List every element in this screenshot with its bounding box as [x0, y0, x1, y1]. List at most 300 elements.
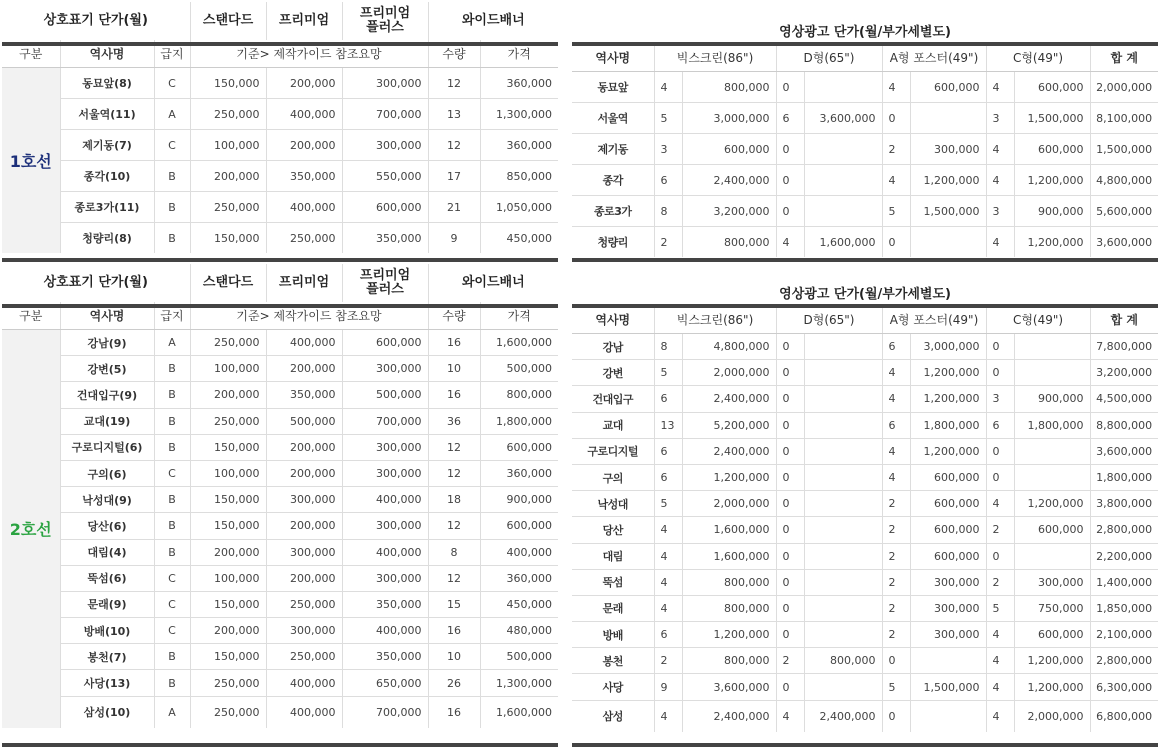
- bigscreen-qty: 9: [654, 674, 682, 700]
- d-type-qty: 0: [776, 386, 804, 412]
- premium-plus-price: 300,000: [342, 130, 428, 161]
- premium-plus-price: 400,000: [342, 487, 428, 513]
- premium-price: 400,000: [266, 696, 342, 728]
- premium-plus-price: 300,000: [342, 68, 428, 99]
- bigscreen-price: 3,200,000: [682, 196, 776, 227]
- col-video-station: 역사명: [572, 306, 654, 334]
- table-row: [2, 591, 558, 617]
- a-type-qty: 5: [882, 674, 910, 700]
- a-type-qty: 4: [882, 464, 910, 490]
- c-type-qty: 4: [986, 227, 1014, 258]
- standard-price: 250,000: [190, 670, 266, 696]
- bigscreen-price: 3,000,000: [682, 103, 776, 134]
- wide-price: 450,000: [480, 591, 558, 617]
- station-name: 봉천(7): [60, 644, 154, 670]
- table-row: [572, 595, 1158, 621]
- bigscreen-qty: 5: [654, 103, 682, 134]
- wide-qty: 12: [428, 434, 480, 460]
- table-row: [2, 434, 558, 460]
- premium-plus-price: 300,000: [342, 356, 428, 382]
- table-row: [2, 356, 558, 382]
- table-row: [2, 487, 558, 513]
- c-type-price: 1,500,000: [1014, 103, 1090, 134]
- a-type-qty: 5: [882, 196, 910, 227]
- col-group: 구분: [2, 40, 60, 68]
- bigscreen-qty: 6: [654, 438, 682, 464]
- footer-rule: [2, 743, 558, 747]
- c-type-qty: 4: [986, 674, 1014, 700]
- col-grade: 급지: [154, 40, 190, 68]
- col-total: 합 계: [1090, 306, 1158, 334]
- standard-price: 150,000: [190, 513, 266, 539]
- wide-price: 1,300,000: [480, 670, 558, 696]
- table-row: [572, 700, 1158, 732]
- table-row: [572, 438, 1158, 464]
- station-grade: B: [154, 408, 190, 434]
- bigscreen-qty: 6: [654, 622, 682, 648]
- video-total: 3,800,000: [1090, 491, 1158, 517]
- bigscreen-qty: 8: [654, 196, 682, 227]
- col-group: 구분: [2, 302, 60, 330]
- premium-price: 350,000: [266, 161, 342, 192]
- video-total: 2,000,000: [1090, 72, 1158, 103]
- c-type-price: [1014, 360, 1090, 386]
- station-grade: B: [154, 434, 190, 460]
- video-station-name: 강변: [572, 360, 654, 386]
- d-type-price: [804, 196, 882, 227]
- table-row: [572, 412, 1158, 438]
- premium-plus-price: 700,000: [342, 408, 428, 434]
- c-type-price: 1,800,000: [1014, 412, 1090, 438]
- standard-price: 150,000: [190, 223, 266, 254]
- bigscreen-price: 1,200,000: [682, 622, 776, 648]
- table-row: [2, 68, 558, 99]
- station-name: 강변(5): [60, 356, 154, 382]
- bigscreen-qty: 5: [654, 491, 682, 517]
- a-type-price: 1,500,000: [910, 674, 986, 700]
- table-row: [2, 130, 558, 161]
- c-type-price: 600,000: [1014, 517, 1090, 543]
- table-row: [572, 334, 1158, 360]
- video-total: 6,300,000: [1090, 674, 1158, 700]
- c-type-qty: 5: [986, 595, 1014, 621]
- station-grade: C: [154, 68, 190, 99]
- standard-price: 250,000: [190, 408, 266, 434]
- c-type-price: [1014, 438, 1090, 464]
- premium-price: 400,000: [266, 99, 342, 130]
- c-type-qty: 0: [986, 360, 1014, 386]
- bigscreen-price: 1,200,000: [682, 464, 776, 490]
- wide-qty: 15: [428, 591, 480, 617]
- wide-price: 800,000: [480, 382, 558, 408]
- bigscreen-qty: 4: [654, 543, 682, 569]
- video-station-name: 건대입구: [572, 386, 654, 412]
- station-name: 낙성대(9): [60, 487, 154, 513]
- station-grade: B: [154, 356, 190, 382]
- d-type-qty: 0: [776, 360, 804, 386]
- col-qty: 수량: [428, 40, 480, 68]
- station-grade: B: [154, 382, 190, 408]
- bigscreen-price: 2,000,000: [682, 491, 776, 517]
- c-type-price: 1,200,000: [1014, 227, 1090, 258]
- d-type-price: [804, 386, 882, 412]
- bigscreen-qty: 6: [654, 464, 682, 490]
- station-grade: A: [154, 696, 190, 728]
- c-type-qty: 4: [986, 165, 1014, 196]
- c-type-qty: 4: [986, 622, 1014, 648]
- standard-price: 100,000: [190, 460, 266, 486]
- station-name: 종각(10): [60, 161, 154, 192]
- a-type-qty: 6: [882, 412, 910, 438]
- d-type-price: [804, 491, 882, 517]
- bigscreen-qty: 4: [654, 595, 682, 621]
- table-row: [572, 491, 1158, 517]
- d-type-qty: 0: [776, 491, 804, 517]
- video-total: 7,800,000: [1090, 334, 1158, 360]
- wide-price: 600,000: [480, 434, 558, 460]
- signage-title: 상호표기 단가(월): [43, 13, 148, 28]
- video-total: 1,850,000: [1090, 595, 1158, 621]
- station-name: 건대입구(9): [60, 382, 154, 408]
- a-type-price: 600,000: [910, 543, 986, 569]
- video-station-name: 봉천: [572, 648, 654, 674]
- col-grade: 급지: [154, 302, 190, 330]
- station-grade: B: [154, 513, 190, 539]
- station-grade: B: [154, 223, 190, 254]
- col-qty: 수량: [428, 302, 480, 330]
- d-type-price: 1,600,000: [804, 227, 882, 258]
- col-c-type: C형(49"): [986, 306, 1090, 334]
- a-type-price: 1,200,000: [910, 165, 986, 196]
- standard-price: 250,000: [190, 192, 266, 223]
- video-station-name: 동묘앞: [572, 72, 654, 103]
- premium-plus-price: 500,000: [342, 382, 428, 408]
- video-station-name: 사당: [572, 674, 654, 700]
- video-title: 영상광고 단가(월/부가세별도): [779, 25, 951, 40]
- bigscreen-price: 800,000: [682, 227, 776, 258]
- wide-price: 1,050,000: [480, 192, 558, 223]
- wide-price: 600,000: [480, 513, 558, 539]
- premium-plus-price: 350,000: [342, 223, 428, 254]
- a-type-price: 300,000: [910, 622, 986, 648]
- d-type-qty: 0: [776, 622, 804, 648]
- table-row: [2, 330, 558, 356]
- a-type-qty: 6: [882, 334, 910, 360]
- station-name: 구의(6): [60, 460, 154, 486]
- premium-price: 300,000: [266, 539, 342, 565]
- video-title: 영상광고 단가(월/부가세별도): [779, 287, 951, 302]
- premium-price: 250,000: [266, 591, 342, 617]
- bigscreen-price: 2,400,000: [682, 700, 776, 732]
- wide-qty: 12: [428, 130, 480, 161]
- video-total: 1,400,000: [1090, 569, 1158, 595]
- header-rule: [2, 42, 558, 46]
- col-d-type: D형(65"): [776, 306, 882, 334]
- bigscreen-qty: 8: [654, 334, 682, 360]
- d-type-qty: 0: [776, 438, 804, 464]
- station-grade: B: [154, 161, 190, 192]
- station-grade: C: [154, 618, 190, 644]
- wide-price: 850,000: [480, 161, 558, 192]
- wide-price: 450,000: [480, 223, 558, 254]
- video-station-name: 뚝섬: [572, 569, 654, 595]
- wide-qty: 16: [428, 330, 480, 356]
- premium-plus-price: 700,000: [342, 696, 428, 728]
- d-type-qty: 0: [776, 569, 804, 595]
- bigscreen-qty: 4: [654, 700, 682, 732]
- standard-price: 150,000: [190, 644, 266, 670]
- table-row: [2, 99, 558, 130]
- col-premium-plus: 프리미엄 플러스: [342, 264, 428, 302]
- wide-price: 360,000: [480, 130, 558, 161]
- premium-price: 250,000: [266, 223, 342, 254]
- premium-plus-price: 350,000: [342, 644, 428, 670]
- d-type-price: [804, 543, 882, 569]
- table-row: [2, 565, 558, 591]
- premium-price: 200,000: [266, 513, 342, 539]
- col-a-type: A형 포스터(49"): [882, 306, 986, 334]
- c-type-qty: 4: [986, 491, 1014, 517]
- wide-price: 1,800,000: [480, 408, 558, 434]
- bigscreen-price: 1,600,000: [682, 517, 776, 543]
- video-station-name: 문래: [572, 595, 654, 621]
- station-grade: A: [154, 330, 190, 356]
- table-row: [2, 618, 558, 644]
- video-total: 4,800,000: [1090, 165, 1158, 196]
- station-name: 사당(13): [60, 670, 154, 696]
- bigscreen-price: 4,800,000: [682, 334, 776, 360]
- c-type-qty: 0: [986, 334, 1014, 360]
- d-type-price: [804, 360, 882, 386]
- video-station-name: 삼성: [602, 710, 623, 724]
- d-type-price: [804, 334, 882, 360]
- wide-qty: 12: [428, 460, 480, 486]
- wide-price: 500,000: [480, 356, 558, 382]
- premium-price: 200,000: [266, 130, 342, 161]
- station-name: 강남(9): [60, 330, 154, 356]
- d-type-price: [804, 165, 882, 196]
- table-row: [572, 517, 1158, 543]
- table-row: [572, 227, 1158, 258]
- c-type-qty: 4: [986, 648, 1014, 674]
- bigscreen-qty: 4: [654, 569, 682, 595]
- video-total: 8,800,000: [1090, 412, 1158, 438]
- video-station-name: 강남: [572, 334, 654, 360]
- table-row: [2, 670, 558, 696]
- col-d-type: D형(65"): [776, 44, 882, 72]
- bigscreen-qty: 4: [654, 517, 682, 543]
- station-grade: B: [154, 644, 190, 670]
- wide-price: 480,000: [480, 618, 558, 644]
- d-type-price: [804, 72, 882, 103]
- video-total: 2,200,000: [1090, 543, 1158, 569]
- premium-plus-price: 650,000: [342, 670, 428, 696]
- a-type-price: [910, 648, 986, 674]
- table-row: [572, 72, 1158, 103]
- bigscreen-price: 2,400,000: [682, 165, 776, 196]
- d-type-price: [804, 622, 882, 648]
- station-name: 교대(19): [60, 408, 154, 434]
- c-type-price: 300,000: [1014, 569, 1090, 595]
- line1-signage-table: [2, 2, 558, 253]
- wide-price: 900,000: [480, 487, 558, 513]
- premium-price: 300,000: [266, 487, 342, 513]
- table-row: [2, 696, 558, 728]
- table-row: [2, 539, 558, 565]
- premium-price: 400,000: [266, 330, 342, 356]
- premium-price: 250,000: [266, 644, 342, 670]
- wide-price: 360,000: [480, 68, 558, 99]
- premium-price: 200,000: [266, 68, 342, 99]
- col-criteria: 기준> 제작가이드 참조요망: [190, 40, 428, 68]
- standard-price: 200,000: [190, 539, 266, 565]
- c-type-price: 2,000,000: [1014, 700, 1090, 732]
- standard-price: 150,000: [190, 591, 266, 617]
- a-type-qty: 4: [882, 386, 910, 412]
- bigscreen-qty: 4: [654, 72, 682, 103]
- a-type-price: 300,000: [910, 569, 986, 595]
- d-type-price: [804, 412, 882, 438]
- station-grade: B: [154, 670, 190, 696]
- standard-price: 150,000: [190, 68, 266, 99]
- d-type-price: [804, 464, 882, 490]
- standard-price: 200,000: [190, 382, 266, 408]
- premium-price: 400,000: [266, 192, 342, 223]
- a-type-qty: 2: [882, 543, 910, 569]
- col-bigscreen: 빅스크린(86"): [654, 44, 776, 72]
- standard-price: 100,000: [190, 565, 266, 591]
- wide-price: 360,000: [480, 565, 558, 591]
- c-type-price: 600,000: [1014, 134, 1090, 165]
- video-station-name: 종각: [572, 165, 654, 196]
- d-type-qty: 0: [776, 674, 804, 700]
- d-type-price: 800,000: [804, 648, 882, 674]
- table-row: [2, 644, 558, 670]
- c-type-qty: 2: [986, 569, 1014, 595]
- bigscreen-price: 800,000: [682, 648, 776, 674]
- d-type-qty: 2: [776, 648, 804, 674]
- a-type-price: 300,000: [910, 595, 986, 621]
- premium-plus-price: 300,000: [342, 460, 428, 486]
- premium-price: 300,000: [266, 618, 342, 644]
- c-type-qty: 4: [986, 134, 1014, 165]
- a-type-price: 600,000: [910, 491, 986, 517]
- video-station-name: 종로3가: [572, 196, 654, 227]
- station-grade: C: [154, 460, 190, 486]
- a-type-price: 1,200,000: [910, 438, 986, 464]
- a-type-qty: 2: [882, 622, 910, 648]
- bigscreen-price: 600,000: [682, 134, 776, 165]
- bigscreen-qty: 6: [654, 165, 682, 196]
- a-type-price: 600,000: [910, 517, 986, 543]
- c-type-qty: 3: [986, 103, 1014, 134]
- wide-qty: 17: [428, 161, 480, 192]
- line2-video-table: [572, 264, 1158, 732]
- bigscreen-price: 800,000: [682, 72, 776, 103]
- premium-price: 400,000: [266, 670, 342, 696]
- table-row: [2, 460, 558, 486]
- c-type-price: 1,200,000: [1014, 491, 1090, 517]
- table-row: [572, 464, 1158, 490]
- bigscreen-price: 3,600,000: [682, 674, 776, 700]
- wide-qty: 16: [428, 618, 480, 644]
- col-station: 역사명: [60, 302, 154, 330]
- a-type-qty: 0: [882, 648, 910, 674]
- video-total: 2,800,000: [1090, 517, 1158, 543]
- c-type-price: 900,000: [1014, 386, 1090, 412]
- d-type-price: [804, 438, 882, 464]
- a-type-price: 300,000: [910, 134, 986, 165]
- d-type-price: [804, 674, 882, 700]
- col-premium: 프리미엄: [266, 264, 342, 302]
- d-type-qty: 0: [776, 165, 804, 196]
- c-type-price: [1014, 543, 1090, 569]
- table-row: [572, 386, 1158, 412]
- d-type-price: 3,600,000: [804, 103, 882, 134]
- table-row: [572, 165, 1158, 196]
- d-type-qty: 0: [776, 595, 804, 621]
- standard-price: 150,000: [190, 434, 266, 460]
- wide-qty: 10: [428, 644, 480, 670]
- a-type-qty: 2: [882, 491, 910, 517]
- signage-title: 상호표기 단가(월): [43, 275, 148, 290]
- premium-plus-price: 400,000: [342, 539, 428, 565]
- station-name: 구로디지털(6): [60, 434, 154, 460]
- table-row: [572, 569, 1158, 595]
- station-grade: C: [154, 591, 190, 617]
- station-name: 서울역(11): [60, 99, 154, 130]
- video-station-name: 방배: [572, 622, 654, 648]
- video-station-name: 구로디지털: [572, 438, 654, 464]
- wide-price: 400,000: [480, 539, 558, 565]
- d-type-price: [804, 595, 882, 621]
- table-row: [2, 408, 558, 434]
- wide-price: 1,600,000: [480, 330, 558, 356]
- standard-price: 250,000: [190, 696, 266, 728]
- a-type-qty: 4: [882, 438, 910, 464]
- wide-qty: 12: [428, 513, 480, 539]
- a-type-price: [910, 103, 986, 134]
- video-total: 3,600,000: [1090, 438, 1158, 464]
- video-station-name: 당산: [572, 517, 654, 543]
- section-rule: [2, 258, 558, 262]
- video-station-name: 대림: [572, 543, 654, 569]
- d-type-qty: 0: [776, 334, 804, 360]
- table-row: [572, 674, 1158, 700]
- d-type-price: [804, 517, 882, 543]
- station-name: 청량리(8): [60, 223, 154, 254]
- a-type-qty: 2: [882, 595, 910, 621]
- c-type-qty: 4: [986, 700, 1014, 732]
- header-rule: [572, 304, 1158, 308]
- video-total: 5,600,000: [1090, 196, 1158, 227]
- wide-qty: 13: [428, 99, 480, 130]
- bigscreen-qty: 2: [654, 648, 682, 674]
- wide-price: 1,300,000: [480, 99, 558, 130]
- d-type-qty: 0: [776, 72, 804, 103]
- station-grade: B: [154, 192, 190, 223]
- c-type-qty: 3: [986, 386, 1014, 412]
- video-station-name: 낙성대: [572, 491, 654, 517]
- video-total: 1,800,000: [1090, 464, 1158, 490]
- premium-plus-price: 700,000: [342, 99, 428, 130]
- standard-price: 100,000: [190, 356, 266, 382]
- a-type-qty: 4: [882, 360, 910, 386]
- line2-signage-table: [2, 264, 558, 728]
- standard-price: 250,000: [190, 99, 266, 130]
- col-total: 합 계: [1090, 44, 1158, 72]
- bigscreen-qty: 3: [654, 134, 682, 165]
